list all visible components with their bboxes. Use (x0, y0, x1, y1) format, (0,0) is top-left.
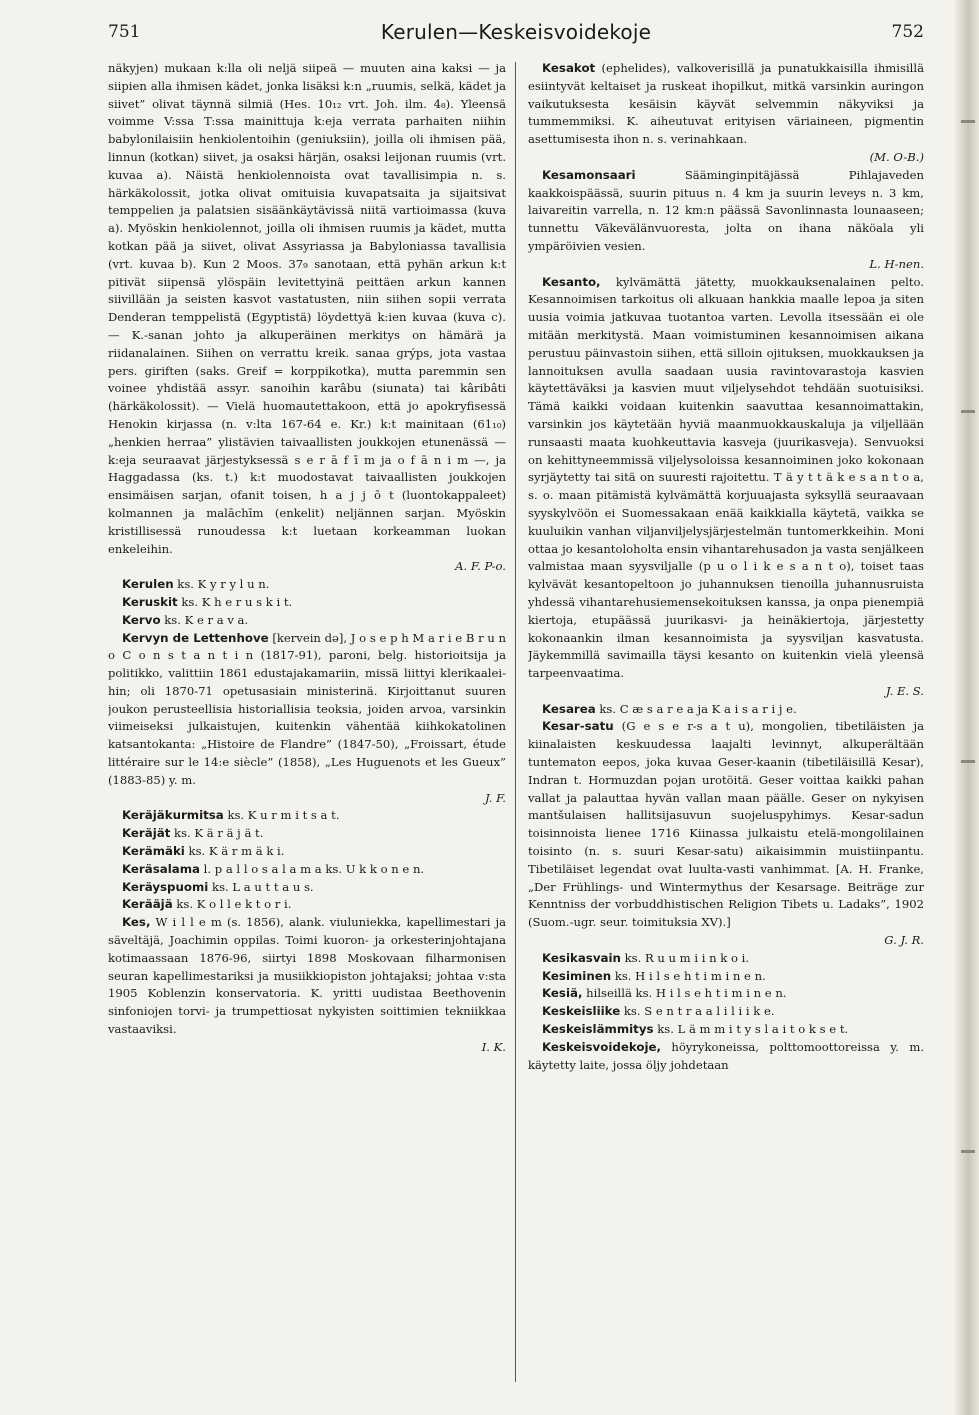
dictionary-entry (108, 825, 506, 843)
entry-headword: Kesiä, (542, 986, 583, 1001)
dictionary-entry (108, 843, 506, 861)
entry-text: ks. R u u m i i n k o i. (624, 950, 750, 965)
entry-text: ks. C æ s a r e a ja K a i s a r i j e. (599, 701, 797, 716)
article-signature: J. E. S. (885, 683, 924, 698)
entry-text: näkyjen) mukaan k:lla oli neljä siipeä — muuten aina kaksi — ja siipien alla ihmisen kädet, jonka lisäksi k:n „ruumis, selkä, kädet ja siivet” olivat täynnä silmiä (Hes. 10₁₂ vrt. Joh. ilm. 4₈). Yleensä voimme V:ssa T:ssa mainittuja k:eja verrata parhaiten niihin babylonilaisiin henkiolentoihin (geniuksiin), joilla oli ihmisen pää, linnun (kotkan) siivet, ja osaksi härjän, osaksi leijonan ruumis (vrt. kuvaa a). Näistä henkiolennoista ovat tavallisimpia n. s. härkäkolossit, jotka olivat omituisia kuvapatsaita ja sijaitsivat temppelien ja palatsien sisäänkäytävissä niitä vartioimassa (kuva a). Myöskin henkiolennot, joilla oli ihmisen ruumis ja kädet, mutta kotkan pää ja siivet, olivat Assyriassa ja Babyloniassa tavallisia (vrt. kuvaa b). Kun 2 Moos. 37₉ sanotaan, että pyhän arkun k:t pitivät siipensä ylöspäin levitettyinä peittäen arkun kannen siivillään ja seisten kasvot vastatusten, niin siihen sopii verrata Denderan temppelistä (Egyptistä) löydettyä k:ien kuvaa (kuva c). — K.-sanan johto ja alkuperäinen merkitys on hämärä ja riidanalainen. Siihen on verrattu kreik. sanaa grýps, jota vastaa pers. giriften (saks. Greif = korppikotka), mutta paremmin sen voinee yhdistää assyr. sanoihin karâbu (siunata) tai kâribâti (härkäkolossit). — Vielä huomautettakoon, että jo apokryfisessä Henokin kirjassa (n. v:lta 167-64 e. Kr.) k:t mainitaan (61₁₀) „henkien herraa” ylistävien taivaallisten joukkojen etunenässä — k:eja seuraavat järjestyksessä s e r ā f ī m ja o f ā n i m —, ja Haggadassa (ks. t.) k:t muodostavat taivaallisten joukkojen ensimäisen sarjan, ofanit toisen, h a j j ō t (luontokappaleet) kolmannen ja malāchīm (enkelit) neljännen sarjan. Myöskin kristillisessä runoudessa k:t luetaan korkeamman luokan enkeleihin. (108, 61, 506, 556)
edge-mark (961, 1150, 975, 1153)
dictionary-entry (108, 896, 506, 914)
entry-headword: Keruskit (122, 594, 178, 609)
entry-text: ks. K h e r u s k i t. (181, 594, 293, 609)
entry-text: hilseillä ks. H i l s e h t i m i n e n. (586, 986, 787, 1001)
entry-text: ks. K e r a v a. (164, 612, 249, 627)
page-header (108, 20, 924, 50)
dictionary-entry (108, 914, 506, 1039)
entry-text: höyrykoneissa, polttomoottoreissa y. m. käytetty laite, jossa öljy johdetaan (528, 1039, 924, 1072)
entry-text: ks. K ä r ä j ä t. (174, 826, 264, 841)
dictionary-entry (528, 701, 924, 719)
dictionary-entry (528, 1021, 924, 1039)
column-divider (515, 62, 516, 1382)
page-edge (955, 0, 979, 1415)
dictionary-entry (528, 718, 924, 932)
left-column (108, 60, 506, 1390)
dictionary-entry (108, 861, 506, 879)
dictionary-entry (528, 950, 924, 968)
dictionary-entry (528, 274, 924, 683)
entry-headword: Kesar-satu (542, 719, 614, 734)
entry-text: ks. K u r m i t s a t. (227, 808, 340, 823)
entry-text: ks. K ä r m ä k i. (188, 844, 285, 859)
dictionary-entry (528, 60, 924, 149)
entry-headword: Kesarea (542, 701, 596, 716)
page-number-left: 751 (108, 22, 141, 42)
article-signature: J. F. (484, 790, 506, 805)
entry-headword: Keräyspuomi (122, 879, 209, 894)
article-signature: (M. O-B.) (869, 149, 924, 164)
dictionary-entry (528, 1003, 924, 1021)
entry-headword: Keskeisvoidekoje, (542, 1039, 661, 1054)
entry-text: kylvämättä jätetty, muokkauksenalainen pelto. Kesannoimisen tarkoitus oli alkuaan hankkia maalle lepoa ja siten uusia voimia jatkuvaa tuotantoa varten. Levolla itsessään ei ole mitään merkitystä. Maan voimistuminen kesannoimisen aikana perustuu päinvastoin siihen, että silloin ojituksen, muokkauksen ja lannoituksen avulla saadaan uusia ravintovarastoja kasvien käytettäväksi ja kasvien muut viljelysehdot tehdään suotuisiksi. Tämä kaikki voidaan kuitenkin saavuttaa kesannoimattakin, varsinkin jos käytetään hyviä maanmuokkauskaluja ja viljellään runsaasti maata kuohkeuttavia kasveja (juurikasveja). Senvuoksi on kehittyneemmissä viljelysoloissa kesannoiminen joko kokonaan syrjäytetty tai sitä on suuresti rajoitettu. T ä y t t ä k e s a n t o a, s. o. maan pitämistä kylvämättä korjuuajasta syksyllä seuraavaan syyskylvöön ei Suomessakaan enää kaikkialla käytetä, vaikka se kuuluikin vanhan viljanviljelysjärjestelmän tuntomerkkeihin. Moni ottaa jo kesantoloholta ensin vihantarehusadon ja vasta senjälkeen valmistaa maan syysviljalle (p u o l i k e s a n t o), toiset taas kylvävät kesantopeltoon jo juhannuksen tienoilla juhannusruista yhdessä vihantarehusiemensekoituksen kanssa, ja onpa pienempiä kiertoja, etupäässä juurikasvi- ja heinäkiertoja, järjestetty kokonaankin ilman kesannoimista ja syysviljan kasvatusta. Jäykemmillä savimailla täysi kesanto on kuitenkin vielä yleensä tarpeenvaatima. (528, 274, 924, 681)
dictionary-entry (528, 985, 924, 1003)
entry-headword: Kesamonsaari (542, 167, 636, 182)
entry-headword: Keräjäkurmitsa (122, 808, 224, 823)
entry-text: ks. S e n t r a a l i l i i k e. (623, 1004, 775, 1019)
entry-text: ks. L a u t t a u s. (212, 879, 314, 894)
entry-headword: Keräjät (122, 826, 171, 841)
dictionary-entry (108, 612, 506, 630)
entry-headword: Kerulen (122, 577, 174, 592)
dictionary-entry (528, 1039, 924, 1075)
entry-headword: Kervyn de Lettenhove (122, 630, 269, 645)
entry-headword: Kervo (122, 612, 161, 627)
article-signature: G. J. R. (884, 933, 924, 948)
entry-headword: Kesakot (542, 61, 596, 75)
dictionary-entry (108, 630, 506, 790)
entry-text: (ephelides), valkoverisillä ja punatukkaisilla ihmisillä esiintyvät keltaiset ja ruskeat ihopilkut, mitkä varsinkin auringon vaikutuksesta kesäisin käyvät selvemmin näkyviksi ja tummemmiksi. K. aiheutuvat erityisen väriaineen, pigmentin asettumisesta ihon n. s. verinahkaan. (528, 61, 924, 147)
article-signature: I. K. (481, 1039, 506, 1054)
dictionary-entry (108, 594, 506, 612)
right-column (528, 60, 924, 1390)
entry-headword: Keräsalama (122, 861, 200, 876)
entry-text: (G e s e r-s a t u), mongolien, tibetiläisten ja kiinalaisten keskuudessa laajalti levinnyt, alkuperältään tuntematon eepos, joka kuvaa Geser-kaanin (tibetiläisillä Kesar), Indran t. Hormuzdan pojan urotöitä. Geser voittaa kaikki pahan vallat ja palauttaa hyvän vallan maan päälle. Geser on nykyisen mantšulaisen hallitsijasuvun suojeluspyhimys. Kesar-sadun toisinnoista lienee 1716 Kiinassa julkaistu etelä-mongolilainen toisinto (n. s. suuri Kesar-satu) aikaisimmin muistiinpantu. Tibetiläiset legendat ovat luulta-vasti vanhimmat. [A. H. Franke, „Der Frühlings- und Wintermythus der Kesarsage. Beiträge zur Kenntniss der vorbuddhistischen Religion Tibets u. Ladaks”, 1902 (Suom.-ugr. seur. toimituksia XV).] (528, 719, 924, 930)
dictionary-entry (528, 167, 924, 256)
entry-text: ks. H i l s e h t i m i n e n. (614, 968, 766, 983)
entry-text: ks. K o l l e k t o r i. (176, 897, 292, 912)
entry-text: Sääminginpitäjässä Pihlajaveden kaakkoispäässä, suurin pituus n. 4 km ja suurin leveys n. 3 km, laivareitin varrella, n. 12 km:n päässä Savonlinnasta lounaaseen; tunnettu Väkevälänvuoresta, jolta on ihana näköala yli ympäröivien vesien. (528, 167, 924, 253)
dictionary-entry (108, 879, 506, 897)
entry-headword: Kerääjä (122, 897, 173, 912)
entry-text: W i l l e m (s. 1856), alank. viuluniekka, kapellimestari ja säveltäjä, Joachimin oppilas. Toimi kuoron- ja orkesterinjohtajana kotimaassaan 1876-96, siirtyi 1898 Moskovaan filharmonisen seuran kapellimestariksi ja musiikkiopiston johtajaksi; johtaa v:sta 1905 Koblenzin konservatoria. K. yritti uudistaa Beethovenin sinfoniojen torvi- ja trumpettiosat nykyisten soittimien tekniikkaa vastaaviksi. (108, 915, 506, 1037)
entry-headword: Kesiminen (542, 968, 612, 983)
running-title: Kerulen—Keskeisvoidekoje (380, 20, 652, 44)
dictionary-entry (108, 576, 506, 594)
entry-headword: Keskeislämmitys (542, 1022, 654, 1037)
entry-text: [kervein də], J o s e p h M a r i e B r u n o C o n s t a n t i n (1817-91), paroni, belg. historioitsija ja politikko, valittiin 1861 edustajakamariin, missä liittyi klerikaalei-hin; oli 1870-71 opetusasiain ministerinä. Kirjoittanut suuren joukon perusteellisia historiallisia teoksia, joiden arvoa, varsinkin viimeiseksi julkaistujen, kuitenkin vähentää kiihkokatolinen katsantokanta: „Histoire de Flandre” (1847-50), „Froissart, étude littéraire sur le 14:e siècle” (1858), „Les Huguenots et les Gueux” (1883-85) y. m. (108, 630, 506, 787)
edge-mark (961, 760, 975, 763)
page-number-right: 752 (891, 22, 924, 42)
article-signature: A. F. P-o. (455, 559, 506, 574)
edge-mark (961, 120, 975, 123)
entry-headword: Kesanto, (542, 274, 601, 289)
entry-headword: Kerämäki (122, 844, 185, 859)
entry-headword: Kesikasvain (542, 950, 621, 965)
entry-text: ks. L ä m m i t y s l a i t o k s e t. (657, 1022, 849, 1037)
dictionary-entry (528, 968, 924, 986)
entry-text: l. p a l l o s a l a m a ks. U k k o n e n. (203, 861, 425, 876)
dictionary-entry (108, 807, 506, 825)
entry-text: ks. K y r y l u n. (177, 577, 270, 592)
entry-headword: Keskeisliike (542, 1004, 621, 1019)
edge-mark (961, 410, 975, 413)
article-signature: L. H-nen. (869, 256, 924, 271)
entry-headword: Kes, (122, 915, 151, 930)
entry-continuation (108, 60, 506, 558)
